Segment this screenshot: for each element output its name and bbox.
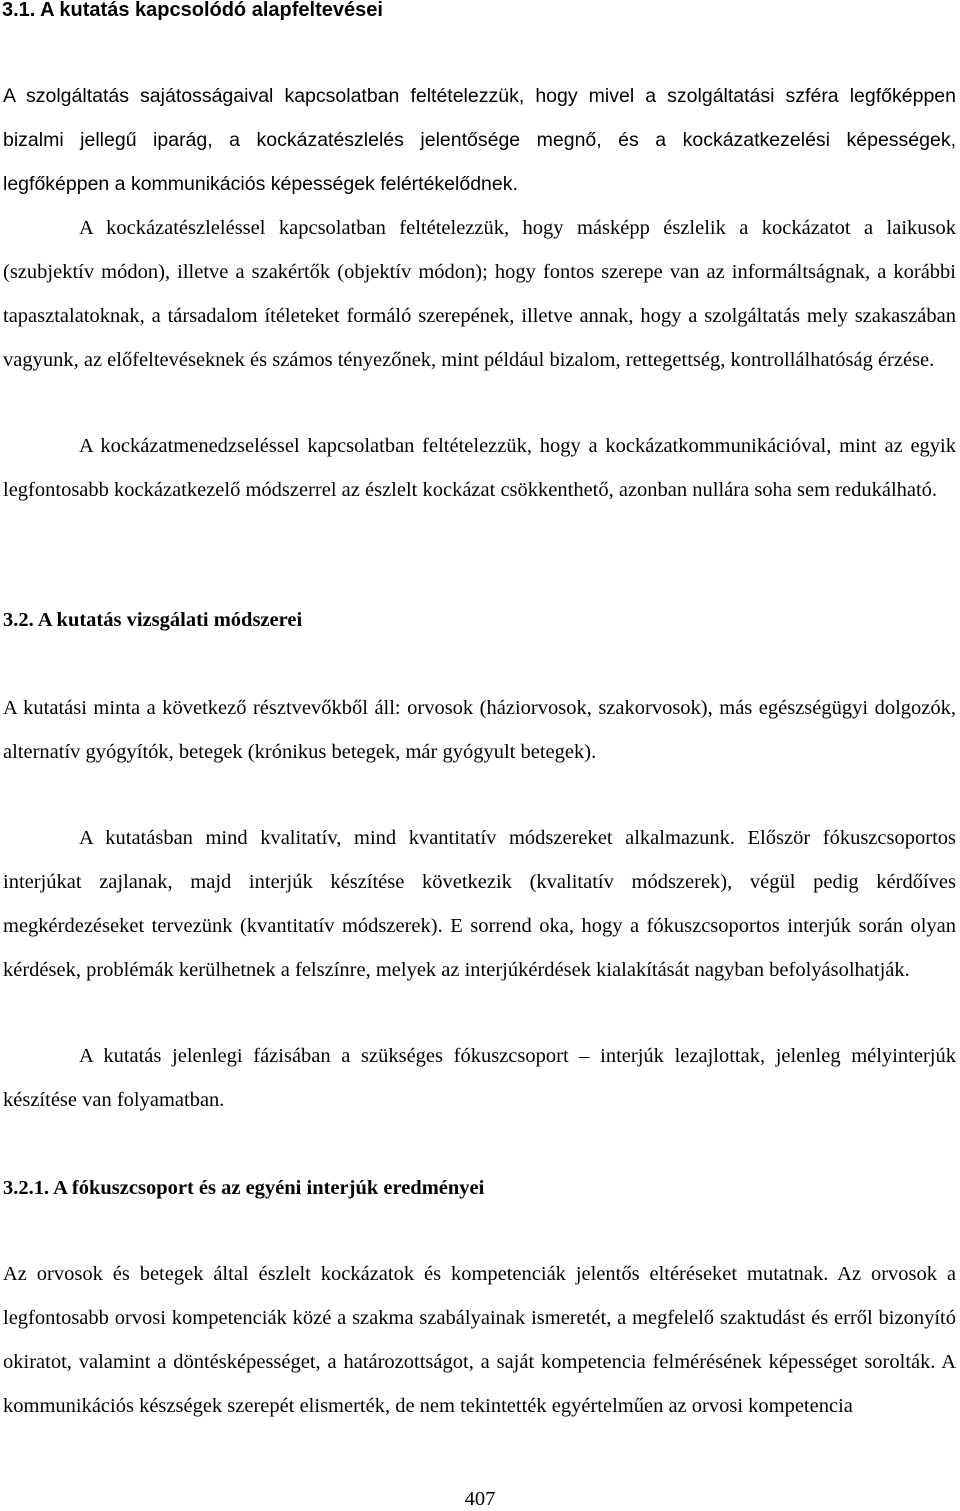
paragraph-interview-results: Az orvosok és betegek által észlelt kockázatok és kompetenciák jelentős eltéréseket mutatnak. Az orvosok a legfontosabb orvosi kompetenciák közé a szakma szabályainak ismeretét, a megfelelő szaktudást és erről bizonyító okiratot, valamint a döntésképességet, a határozottságot, a saját kompetencia felmérésének képességet sorolták. A kommunikációs készségek szerepét elismerték, de nem tekintették egyértelműen az orvosi kompetencia	[3, 1263, 956, 1417]
paragraph-research-sample: A kutatási minta a következő résztvevőkből áll: orvosok (háziorvosok, szakorvosok), más egészségügyi dolgozók, alternatív gyógyítók, betegek (krónikus betegek, már gyógyult betegek).	[3, 697, 956, 763]
paragraph-service-assumption: A szolgáltatás sajátosságaival kapcsolatban feltételezzük, hogy mivel a szolgáltatási szféra legfőképpen bizalmi jellegű iparág, a kockázatészlelés jelentősége megnő, és a kockázatkezelési képességek, legfőképpen a kommunikációs képességek felértékelődnek.	[3, 85, 956, 195]
page-number: 407	[464, 1488, 496, 1510]
section-heading-3-2-1: 3.2.1. A fókuszcsoport és az egyéni interjúk eredményei	[3, 1177, 485, 1199]
section-heading-3-1: 3.1. A kutatás kapcsolódó alapfeltevései	[2, 0, 383, 21]
paragraph-risk-management-assumption: A kockázatmenedzseléssel kapcsolatban feltételezzük, hogy a kockázatkommunikációval, mint az egyik legfontosabb kockázatkezelő módszerrel az észlelt kockázat csökkenthető, azonban nullára soha sem redukálható.	[3, 435, 956, 501]
paragraph-research-methods: A kutatásban mind kvalitatív, mind kvantitatív módszereket alkalmazunk. Először fókuszcsoportos interjúkat zajlanak, majd interjúk készítése következik (kvalitatív módszerek), végül pedig kérdőíves megkérdezéseket tervezünk (kvantitatív módszerek). E sorrend oka, hogy a fókuszcsoportos interjúk során olyan kérdések, problémák kerülhetnek a felszínre, melyek az interjúkérdések kialakítását nagyban befolyásolhatják.	[3, 827, 956, 981]
paragraph-research-phase: A kutatás jelenlegi fázisában a szükséges fókuszcsoport – interjúk lezajlottak, jelenleg mélyinterjúk készítése van folyamatban.	[3, 1045, 956, 1111]
section-heading-3-2: 3.2. A kutatás vizsgálati módszerei	[3, 609, 303, 631]
paragraph-risk-perception-assumption: A kockázatészleléssel kapcsolatban feltételezzük, hogy másképp észlelik a kockázatot a laikusok (szubjektív módon), illetve a szakértők (objektív módon); hogy fontos szerepe van az informáltságnak, a korábbi tapasztalatoknak, a társadalom ítéleteket formáló szerepének, illetve annak, hogy a szolgáltatás mely szakaszában vagyunk, az előfeltevéseknek és számos tényezőnek, mint például bizalom, rettegettség, kontrollálhatóság érzése.	[3, 217, 956, 371]
